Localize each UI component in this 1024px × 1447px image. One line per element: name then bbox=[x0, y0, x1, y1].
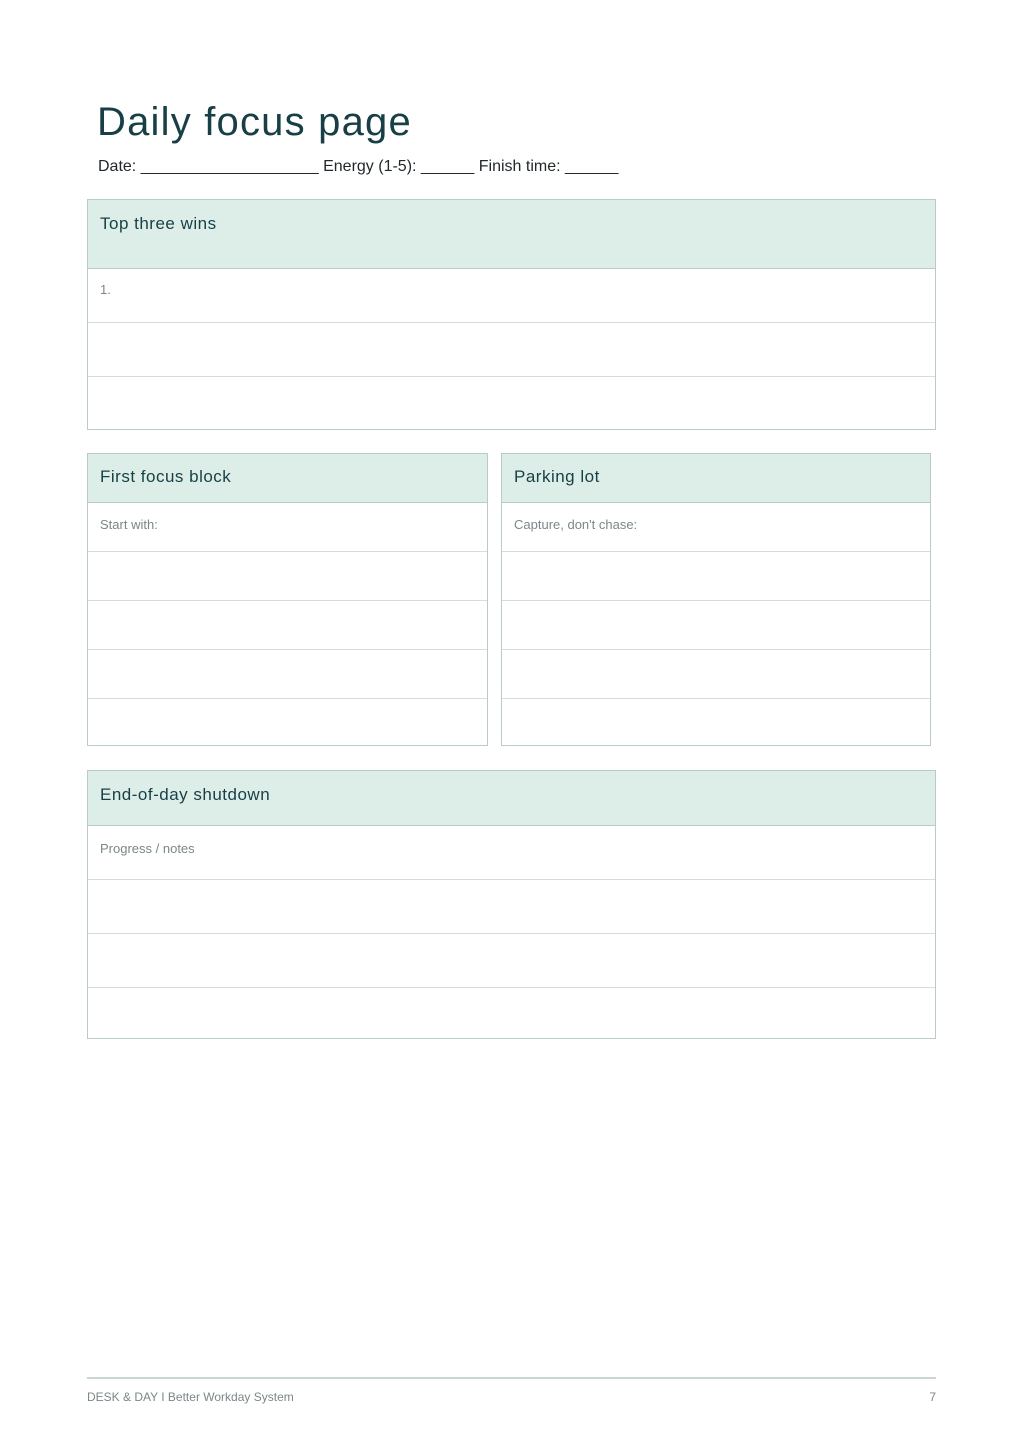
footer-brand: DESK & DAY I Better Workday System bbox=[87, 1390, 294, 1404]
shutdown-row bbox=[88, 934, 935, 988]
focus-row bbox=[88, 699, 487, 746]
focus-row bbox=[88, 601, 487, 650]
focus-row bbox=[88, 650, 487, 699]
date-energy-finish-line: Date: ____________________ Energy (1-5): ______ Finish time: ______ bbox=[98, 158, 619, 175]
footer-divider bbox=[87, 1377, 936, 1379]
parking-row bbox=[502, 699, 930, 746]
parking-row bbox=[502, 601, 930, 650]
wins-row bbox=[88, 323, 935, 377]
parking-row bbox=[502, 552, 930, 601]
top-three-wins-header: Top three wins bbox=[88, 200, 935, 269]
parking-row: Capture, don't chase: bbox=[502, 503, 930, 552]
wins-row bbox=[88, 377, 935, 430]
page-title: Daily focus page bbox=[97, 100, 412, 144]
wins-row: 1. bbox=[88, 269, 935, 323]
shutdown-row bbox=[88, 988, 935, 1040]
first-focus-block-card bbox=[87, 453, 488, 746]
focus-row: Start with: bbox=[88, 503, 487, 552]
parking-lot-card bbox=[501, 453, 931, 746]
page-number: 7 bbox=[929, 1390, 936, 1404]
shutdown-row bbox=[88, 880, 935, 934]
shutdown-row: Progress / notes bbox=[88, 826, 935, 880]
parking-row bbox=[502, 650, 930, 699]
end-of-day-shutdown-card bbox=[87, 770, 936, 1039]
focus-row bbox=[88, 552, 487, 601]
first-focus-block-header: First focus block bbox=[88, 454, 487, 503]
parking-lot-header: Parking lot bbox=[502, 454, 930, 503]
top-three-wins-card bbox=[87, 199, 936, 430]
end-of-day-shutdown-header: End-of-day shutdown bbox=[88, 771, 935, 826]
